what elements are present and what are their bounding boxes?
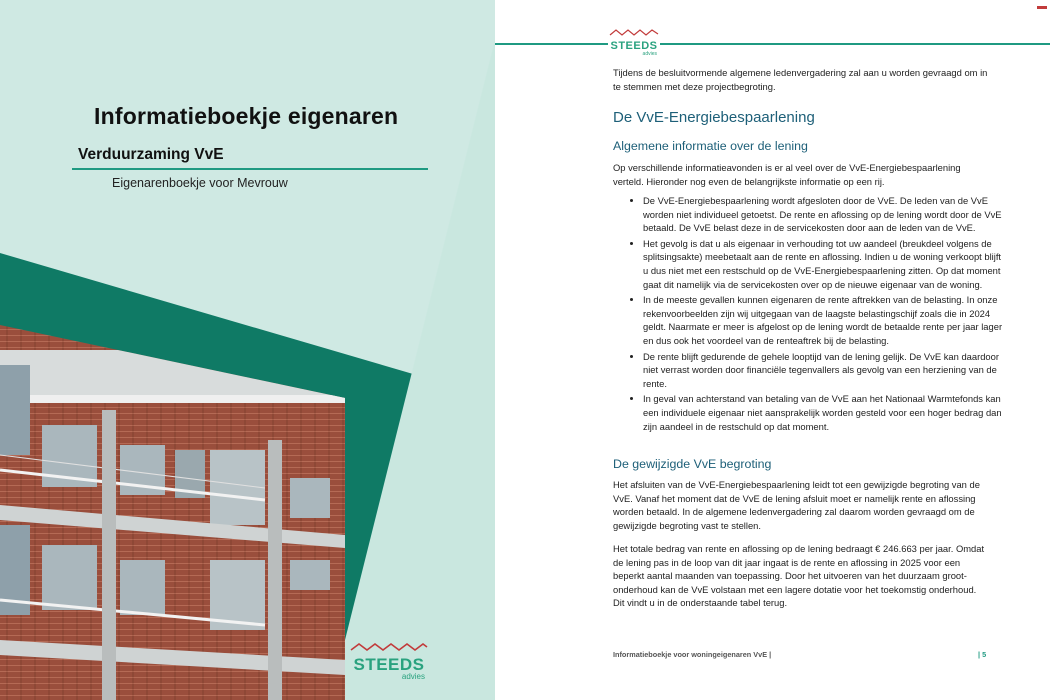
budget-paragraph-2: Het totale bedrag van rente en aflossing op de lening bedraagt € 246.663 per jaar. Omdat de lening pas in de loop van dit jaar ingaat is de rente en aflossing in 2025 voor een beperkt aantal maanden van toepassing. Door het uitvoeren van het duurzaam groot-onderhoud kan de VvE volstaan met een lagere dotatie voor het toekomstig onderhoud. Dit vindt u in de onderstaande tabel terug. [613,543,985,609]
section-heading: De VvE-Energiebespaarlening [613,109,815,126]
intro-paragraph: Tijdens de besluitvormende algemene ledenvergadering zal aan u worden gevraagd om in te stemmen met deze projectbegroting. [613,67,988,92]
logo-word: STEEDS [353,655,425,674]
corner-mark [1037,6,1047,9]
info-bullet-list [631,194,1003,435]
logo-sub: advies [401,672,425,681]
header-logo [608,23,660,57]
page-footer: Informatieboekje voor woningeigenaren VvE | [613,650,772,659]
cover-title: Informatieboekje eigenaren [94,103,399,129]
cover-divider [72,168,428,170]
list-item: • In de meeste gevallen kunnen eigenaren de rente aftrekken van de belasting. In onze rekenvoorbeelden zijn wij uitgegaan van de laagste belastingschijf zoals die in 2024 geldt. Naarmate er meer is afgelost op de lening wordt de betaalde rente per jaar lager en dus ook het voordeel van de renteaftrek bij de belasting. [643,293,1003,347]
logo-sub: advies [642,51,657,57]
subheading-general-info: Algemene informatie over de lening [613,139,808,153]
list-item: • Het gevolg is dat u als eigenaar in verhouding tot uw aandeel (breukdeel volgens de splitsingsakte) meebetaalt aan de rente en aflossing. Indien u de woning verkoopt blijft u dus niet met een restschuld op de VvE-Energiebespaarlening zitten. Op dat moment gaat dit namelijk via de servicekosten over op de nieuwe eigenaar van de woning. [643,237,1003,291]
logo-word: STEEDS [610,40,658,52]
page-number: | 5 [978,650,987,659]
list-item: • De VvE-Energiebespaarlening wordt afgesloten door de VvE. De leden van de VvE worden niet individueel getoetst. De rente en aflossing op de lening wordt door de VvE betaald. De VvE belast deze in de servicekosten door aan de leden van de VvE. [643,194,1003,235]
general-info-intro: Op verschillende informatieavonden is er al veel over de VvE-Energiebespaarlening verteld. Hieronder nog even de belangrijkste informatie op een rij. [613,162,961,187]
content-page [495,0,1050,700]
cover-owner-line: Eigenarenboekje voor Mevrouw [112,176,288,190]
list-item: • In geval van achterstand van betaling van de VvE aan het Nationaal Warmtefonds kan een individuele eigenaar niet aansprakelijk worden gesteld voor een hoger bedrag dan zijn aandeel in de restschuld op dat moment. [643,392,1003,433]
subheading-budget: De gewijzigde VvE begroting [613,457,772,471]
list-item: • De rente blijft gedurende de gehele looptijd van de lening gelijk. De VvE kan daardoor niet verrast worden door financiële tegenvallers als gevolg van een herziening van de rente. [643,350,1003,391]
logo-roofline-icon [608,28,660,36]
logo-roofline-icon [349,641,429,651]
cover-page [0,0,495,700]
cover-subtitle: Verduurzaming VvE [78,146,224,163]
header-rule [495,43,1050,45]
cover-logo [349,638,429,681]
budget-paragraph-1: Het afsluiten van de VvE-Energiebespaarlening leidt tot een gewijzigde begroting van de VvE. Vanaf het moment dat de VvE de lening afsluit moet er namelijk rente en aflossing worden betaald. In de algemene ledenvergadering zal daarom worden gevraagd om de gewijzigde begroting vast te stellen. [613,479,980,531]
